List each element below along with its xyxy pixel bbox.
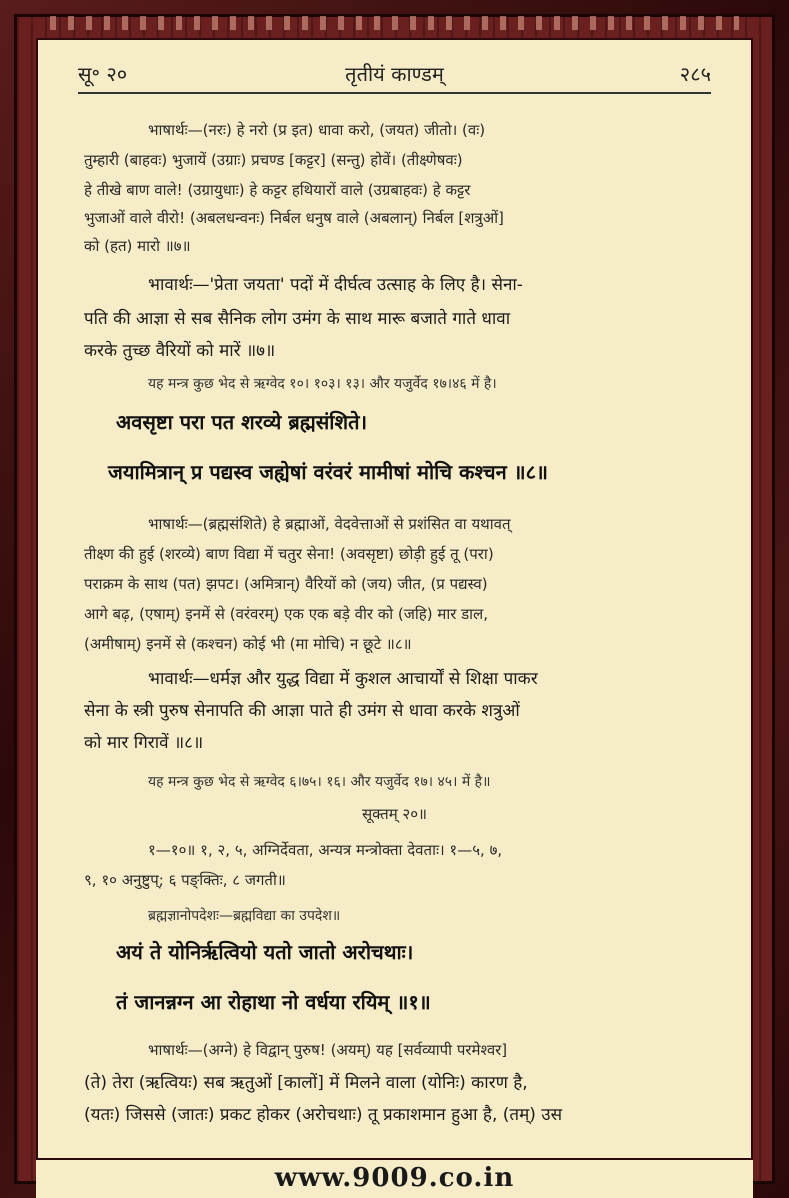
text-line: करके तुच्छ वैरियों को मारें ॥७॥ <box>84 341 276 361</box>
text-line: तीक्ष्ण की हुई (शरव्ये) बाण विद्या में चतुर सेना! (अवसृष्टा) छोड़ी हुई तू (परा) <box>84 545 494 563</box>
text-line: यह मन्त्र कुछ भेद से ऋग्वेद १०। १०३। १३। और यजुर्वेद १७।४६ में है। <box>148 376 497 392</box>
text-line: भाषार्थः—(ब्रह्मसंशिते) हे ब्रह्माओं, वेदवेत्ताओं से प्रशंसित वा यथावत् <box>148 515 511 533</box>
page-header <box>78 60 711 90</box>
text-line: १—१०॥ १, २, ५, अग्निर्देवता, अन्यत्र मन्त्रोक्ता देवताः। १—५, ७, <box>148 841 503 859</box>
text-line: भुजाओं वाले वीरो! (अबलधन्वनः) निर्बल धनुष वाले (अबलान्) निर्बल [शत्रुओं] <box>84 209 504 227</box>
mantra-line: तं जानन्नग्न आ रोहाथा नो वर्धया रयिम् ॥१॥ <box>116 990 431 1014</box>
mantra-line: जयामित्रान् प्र पद्यस्व जह्येषां वरंवरं मामीषां मोचि कश्चन ॥८॥ <box>108 460 549 484</box>
text-line: भाषार्थः—(नरः) हे नरो (प्र इत) धावा करो, (जयत) जीतो। (वः) <box>148 121 486 139</box>
text-line: भावार्थः—'प्रेता जयता' पदों में दीर्घत्व उत्साह के लिए है। सेना- <box>148 275 523 295</box>
sukta-heading: सूक्तम् २०॥ <box>361 805 428 823</box>
text-line: तुम्हारी (बाहवः) भुजायें (उग्राः) प्रचण्ड [कट्टर] (सन्तु) होवें। (तीक्ष्णेषवः) <box>84 151 463 169</box>
text-line: पति की आज्ञा से सब सैनिक लोग उमंग के साथ मारू बजाते गाते धावा <box>84 309 511 329</box>
text-line: यह मन्त्र कुछ भेद से ऋग्वेद ६।७५। १६। और यजुर्वेद १७। ४५। में है॥ <box>148 774 491 790</box>
text-line: (यतः) जिससे (जातः) प्रकट होकर (अरोचथाः) तू प्रकाशमान हुआ है, (तम्) उस <box>84 1105 563 1125</box>
kanda-title: तृतीयं काण्डम् <box>345 62 444 86</box>
text-line: को (हत) मारो ॥७॥ <box>84 237 191 255</box>
topic-line: ब्रह्मज्ञानोपदेशः—ब्रह्मविद्या का उपदेश॥ <box>148 908 341 924</box>
site-url: www.9009.co.in <box>274 1163 515 1193</box>
text-line: भावार्थः—धर्मज्ञ और युद्ध विद्या में कुशल आचार्यों से शिक्षा पाकर <box>148 669 538 689</box>
mantra-line: अवसृष्टा परा पत शरव्ये ब्रह्मसंशिते। <box>116 410 368 434</box>
page <box>36 38 753 1160</box>
text-line: भाषार्थः—(अग्ने) हे विद्वान् पुरुष! (अयम्) यह [सर्वव्यापी परमेश्वर] <box>148 1041 508 1059</box>
text-line: आगे बढ़, (एषाम्) इनमें से (वरंवरम्) एक एक बड़े वीर को (जहि) मार डाल, <box>84 605 488 623</box>
text-line: (अमीषाम्) इनमें से (कश्चन) कोई भी (मा मोचि) न छूटे ॥८॥ <box>84 635 412 653</box>
text-line: को मार गिरावें ॥८॥ <box>84 733 204 753</box>
text-line: ९, १० अनुष्टुप्; ६ पङ्क्तिः, ८ जगती॥ <box>84 871 286 889</box>
header-rule <box>78 92 711 94</box>
text-line: हे तीखे बाण वाले! (उग्रायुधाः) हे कट्टर हथियारों वाले (उग्रबाहवः) हे कट्टर <box>84 181 471 199</box>
page-number: २८५ <box>679 62 711 86</box>
sukta-number: सू॰ २० <box>78 62 128 86</box>
text-line: पराक्रम के साथ (पत) झपट। (अमित्रान्) वैरियों को (जय) जीत, (प्र पद्यस्व) <box>84 575 488 593</box>
text-line: (ते) तेरा (ऋत्वियः) सब ऋतुओं [कालों] में मिलने वाला (योनिः) कारण है, <box>84 1073 528 1093</box>
mantra-line: अयं ते योनिर्ऋत्वियो यतो जातो अरोचथाः। <box>116 940 414 964</box>
text-line: सेना के स्त्री पुरुष सेनापति की आज्ञा पाते ही उमंग से धावा करके शत्रुओं <box>84 701 520 721</box>
ornament-top <box>50 16 739 30</box>
